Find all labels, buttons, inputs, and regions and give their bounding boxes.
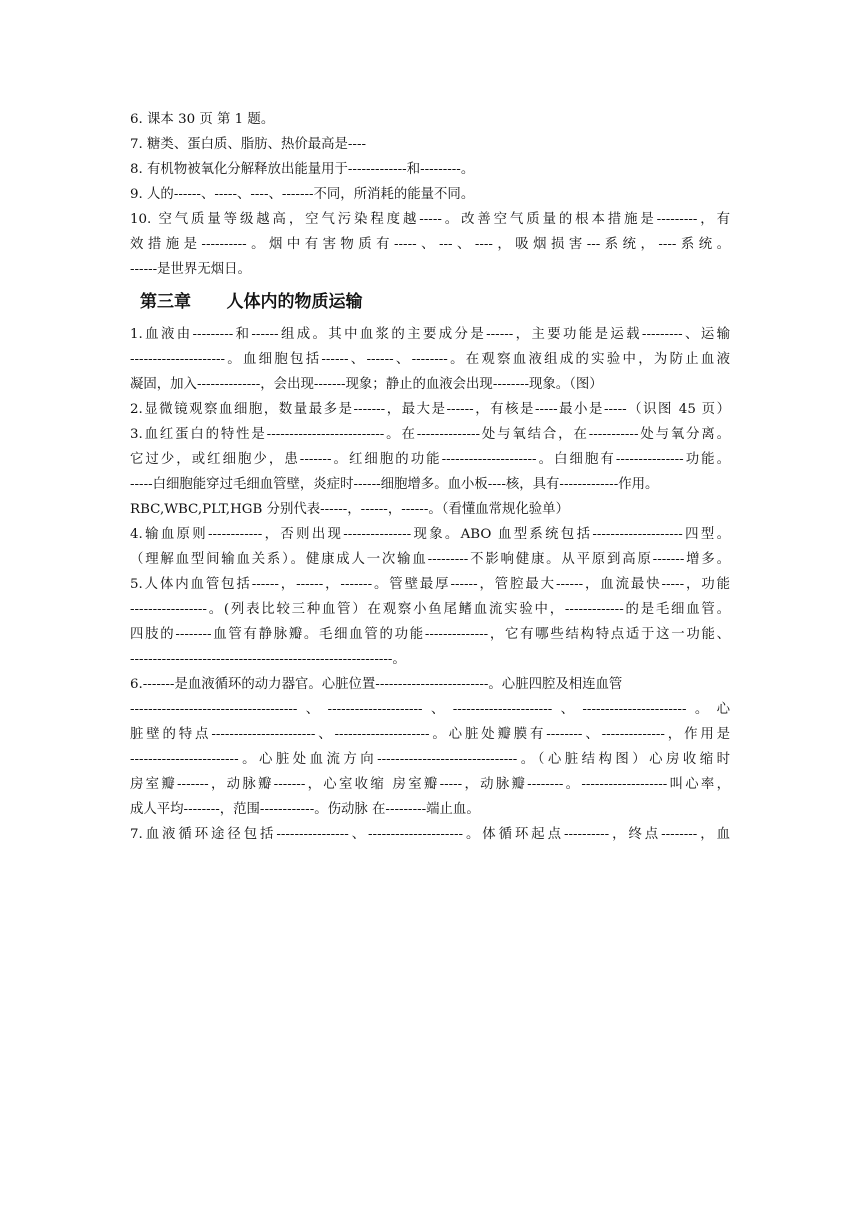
text-line: -----白细胞能穿过毛细血管壁，炎症时------细胞增多。血小板----核，具有-------------作用。 — [130, 477, 659, 492]
text-line: 2.显微镜观察血细胞，数量最多是-------，最大是------，有核是-----最小是-----（识图 45 页） — [130, 402, 730, 417]
text-line: 4.输血原则------------，否则出现---------------现象。ABO 血型系统包括--------------------四型。 — [130, 527, 730, 542]
text-line: 四肢的--------血管有静脉瓣。毛细血管的功能--------------，它有哪些结构特点适于这一功能、 — [130, 627, 730, 642]
text-line: 成人平均--------，范围------------。伤动脉 在---------端止血。 — [130, 802, 480, 817]
text-line: 5.人体内血管包括------，------，-------。管壁最厚------，管腔最大------，血流最快-----，功能 — [130, 577, 730, 592]
text-line: 8. 有机物被氧化分解释放出能量用于-------------和---------。 — [130, 162, 475, 177]
text-line: 10. 空气质量等级越高，空气污染程度越-----。改善空气质量的根本措施是---------，有 — [130, 212, 730, 227]
text-line: -------------------------------------、---------------------、----------------------、-----------------------。心 — [130, 702, 730, 717]
text-line: 房室瓣-------，动脉瓣-------，心室收缩 房室瓣-----，动脉瓣--------。-------------------叫心率， — [130, 777, 730, 792]
text-line: 7. 糖类、蛋白质、脂肪、热价最高是---- — [130, 137, 366, 152]
text-line: 6. 课本 30 页 第 1 题。 — [130, 112, 275, 127]
text-line: 效措施是----------。烟中有害物质有-----、---、----，吸烟损害---系统，----系统。 — [130, 237, 730, 252]
text-line: 7.血液循环途径包括----------------、---------------------。体循环起点----------，终点--------，血 — [130, 827, 730, 842]
text-line: ----------------------------------------------------------。 — [130, 652, 406, 667]
text-line: 1.血液由---------和------组成。其中血浆的主要成分是------，主要功能是运载---------、运输 — [130, 327, 730, 342]
text-line: 脏壁的特点-----------------------、---------------------。心脏处瓣膜有--------、--------------，作用是 — [130, 727, 730, 742]
text-line: （理解血型间输血关系）。健康成人一次输血---------不影响健康。从平原到高原-------增多。 — [130, 552, 730, 567]
text-line: -----------------。(列表比较三种血管）在观察小鱼尾鳍血流实验中，-------------的是毛细血管。 — [130, 602, 730, 617]
text-line: 9. 人的------、-----、----、-------不同，所消耗的能量不同。 — [130, 187, 475, 202]
text-line: 6.-------是血液循环的动力器官。心脏位置-------------------------。心脏四腔及相连血管 — [130, 677, 623, 692]
text-line: ------是世界无烟日。 — [130, 262, 251, 277]
text-line: RBC,WBC,PLT,HGB 分别代表------，------，------。（看懂血常规化验单） — [130, 502, 569, 517]
text-line: ---------------------。血细胞包括------、------、--------。在观察血液组成的实验中，为防止血液 — [130, 352, 730, 367]
document-page — [130, 107, 730, 847]
text-line: ------------------------。心脏处血流方向-------------------------------。（心脏结构图）心房收缩时 — [130, 752, 730, 767]
text-line: 3.血红蛋白的特性是--------------------------。在--------------处与氧结合，在-----------处与氧分离。 — [130, 427, 730, 442]
text-line: 凝固，加入--------------，会出现-------现象；静止的血液会出现--------现象。（图） — [130, 377, 603, 392]
text-line: 它过少，或红细胞少，患-------。红细胞的功能---------------------。白细胞有---------------功能。 — [130, 452, 730, 467]
chapter-title: 第三章 人体内的物质运输 — [140, 292, 363, 312]
chapter-question-list — [130, 322, 730, 847]
question-list — [130, 107, 730, 282]
